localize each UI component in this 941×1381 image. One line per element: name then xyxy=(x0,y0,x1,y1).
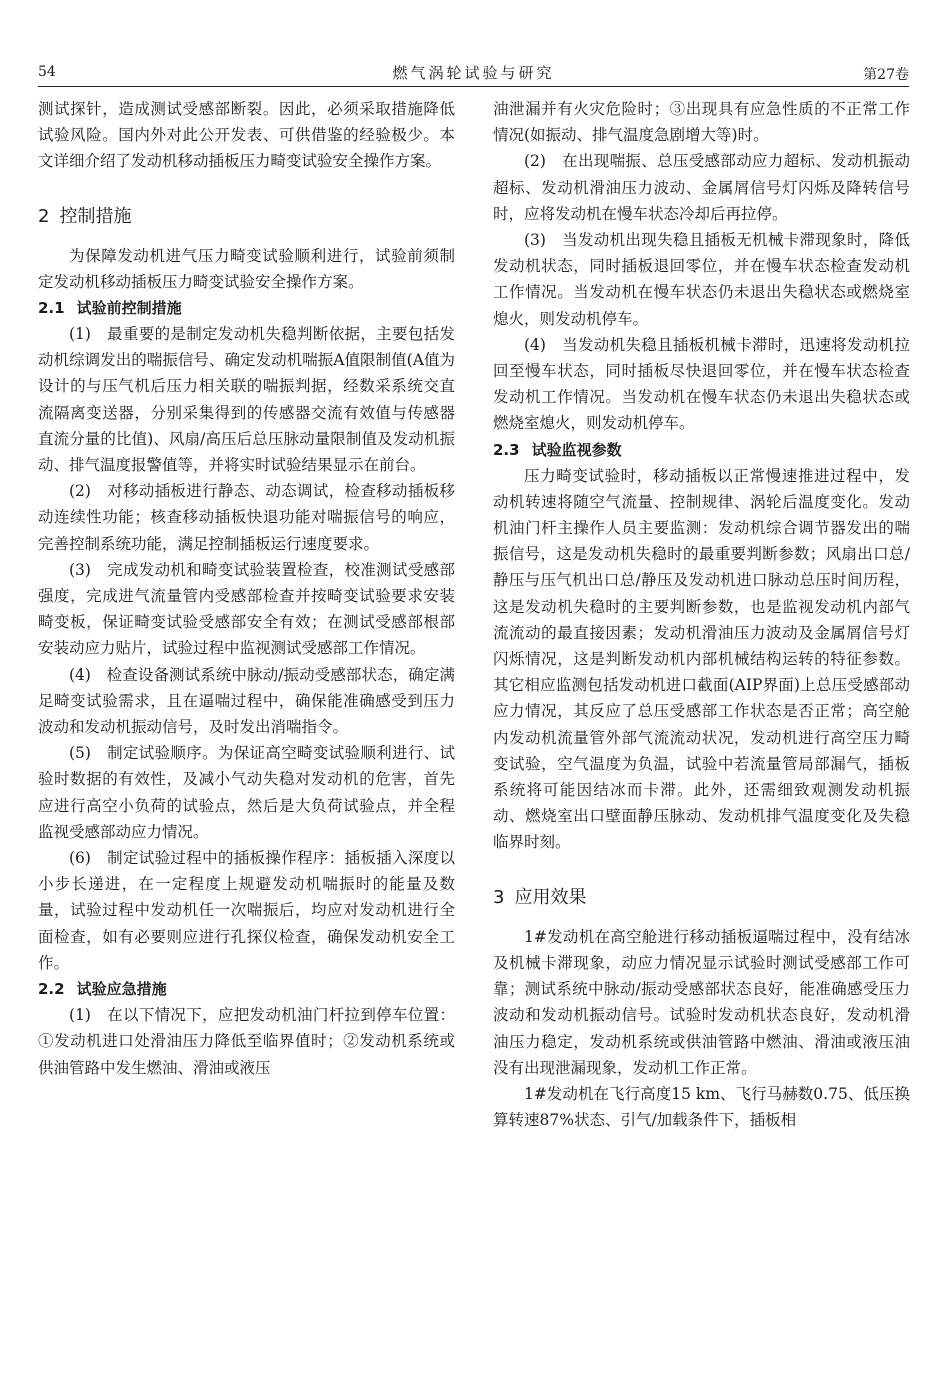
paragraph: 1#发动机在高空舱进行移动插板逼喘过程中，没有结冰及机械卡滞现象，动应力情况显示试验时测试受感部工作可靠；测试系统中脉动/振动受感部状态良好，能准确感受压力波动和发动机振动信号。试验时发动机状态良好，发动机滑油压力稳定，发动机系统或供油管路中燃油、滑油或液压油没有出现泄漏现象，发动机工作正常。 xyxy=(493,927,910,1077)
section-number: 2.3 xyxy=(493,440,520,459)
paragraph: (1) 最重要的是制定发动机失稳判断依据，主要包括发动机综调发出的喘振信号、确定发动机喘振A值限制值(A值为设计的与压气机后压力相关联的喘振判据，经数采系统交直流隔离变送器，分别采集得到的传感器交流有效值与传感器直流分量的比值)、风扇/高压后总压脉动量限制值及发动机振动、排气温度报警值等，并将实时试验结果显示在前台。 xyxy=(38,325,455,475)
section-2-heading xyxy=(38,201,455,233)
section-number: 2.2 xyxy=(38,980,65,999)
volume-label: 第27卷 xyxy=(863,67,909,83)
section-title: 试验前控制措施 xyxy=(76,299,182,318)
journal-title: 燃气涡轮试验与研究 xyxy=(392,64,555,82)
paragraph: 压力畸变试验时，移动插板以正常慢速推进过程中，发动机转速将随空气流量、控制规律、涡轮后温度变化。发动机油门杆主操作人员主要监测：发动机综合调节器发出的喘振信号，这是发动机失稳时的最重要判断参数；风扇出口总/静压与压气机出口总/静压及发动机进口脉动总压时间历程，这是发动机失稳时的主要判断参数，也是监视发动机内部气流流动的最直接因素；发动机滑油压力波动及金属屑信号灯闪烁情况，这是判断发动机内部机械结构运转的特征参数。其它相应监测包括发动机进口截面(AIP界面)上总压受感部动应力情况，其反应了总压受感部工作状态是否正常；高空舱内发动机流量管外部气流流动状况，发动机进行高空压力畸变试验，空气温度为负温，试验中若流量管局部漏气，插板系统将可能因结冰而卡滞。此外，还需细致观测发动机振动、燃烧室出口壁面静压脉动、发动机排气温度变化及失稳临界时刻。 xyxy=(493,466,910,852)
page-header xyxy=(38,62,909,87)
section-title: 试验监视参数 xyxy=(531,440,622,459)
section-3-heading xyxy=(493,882,910,914)
paragraph: (3) 当发动机出现失稳且插板无机械卡滞现象时，降低发动机状态，同时插板退回零位，并在慢车状态检查发动机工作情况。当发动机在慢车状态仍未退出失稳状态或燃烧室熄火，则发动机停车。 xyxy=(493,231,910,328)
section-title: 应用效果 xyxy=(514,886,587,908)
intro-paragraph: 测试探针，造成测试受感部断裂。因此，必须采取措施降低试验风险。国内外对此公开发表、可供借鉴的经验极少。本文详细介绍了发动机移动插板压力畸变试验安全操作方案。 xyxy=(38,100,455,171)
section-title: 控制措施 xyxy=(59,205,132,227)
paragraph: (2) 在出现喘振、总压受感部动应力超标、发动机振动超标、发动机滑油压力波动、金属屑信号灯闪烁及降转信号时，应将发动机在慢车状态冷却后再拉停。 xyxy=(493,152,910,223)
paragraph: (5) 制定试验顺序。为保证高空畸变试验顺利进行、试验时数据的有效性，及减小气动失稳对发动机的危害，首先应进行高空小负荷的试验点，然后是大负荷试验点，并全程监视受感部动应力情况。 xyxy=(38,744,455,841)
paragraph: (4) 当发动机失稳且插板机械卡滞时，迅速将发动机拉回至慢车状态，同时插板尽快退回零位，并在慢车状态检查发动机工作情况。当发动机在慢车状态仍未退出失稳状态或燃烧室熄火，则发动机停车。 xyxy=(493,335,910,433)
paragraph: (1) 在以下情况下，应把发动机油门杆拉到停车位置：①发动机进口处滑油压力降低至临界值时；②发动机系统或供油管路中发生燃油、滑油或液压 xyxy=(38,1006,455,1077)
paragraph: 为保障发动机进气压力畸变试验顺利进行，试验前须制定发动机移动插板压力畸变试验安全操作方案。 xyxy=(38,246,455,291)
section-2-1-heading xyxy=(38,295,455,321)
section-number: 2 xyxy=(38,205,50,227)
section-number: 3 xyxy=(493,886,505,908)
paragraph: (2) 对移动插板进行静态、动态调试，检查移动插板移动连续性功能；核查移动插板快退功能对喘振信号的响应，完善控制系统功能，满足控制插板运行速度要求。 xyxy=(38,482,455,553)
paragraph: 1#发动机在飞行高度15 km、飞行马赫数0.75、低压换算转速87%状态、引气/加载条件下，插板相 xyxy=(493,1084,910,1130)
right-column xyxy=(493,96,910,1133)
section-2-2-heading xyxy=(38,976,455,1002)
section-title: 试验应急措施 xyxy=(76,980,167,999)
paragraph: (6) 制定试验过程中的插板操作程序：插板插入深度以小步长递进，在一定程度上规避发动机喘振时的能量及数量，试验过程中发动机任一次喘振后，均应对发动机进行全面检查，如有必要则应进行孔探仪检查，确保发动机安全工作。 xyxy=(38,849,455,972)
section-number: 2.1 xyxy=(38,299,65,318)
paragraph: 油泄漏并有火灾危险时；③出现具有应急性质的不正常工作情况(如振动、排气温度急剧增大等)时。 xyxy=(493,100,910,145)
section-2-3-heading xyxy=(493,437,910,463)
left-column xyxy=(38,96,455,1081)
page-number: 54 xyxy=(38,64,56,80)
paragraph: (3) 完成发动机和畸变试验装置检查，校准测试受感部强度，完成进气流量管内受感部检查并按畸变试验要求安装畸变板，保证畸变试验受感部安全有效；在测试受感部根部安装动应力贴片，试验过程中监视测试受感部工作情况。 xyxy=(38,560,455,658)
paragraph: (4) 检查设备测试系统中脉动/振动受感部状态，确定满足畸变试验需求，且在逼喘过程中，确保能准确感受到压力波动和发动机振动信号，及时发出消喘指令。 xyxy=(38,665,455,737)
